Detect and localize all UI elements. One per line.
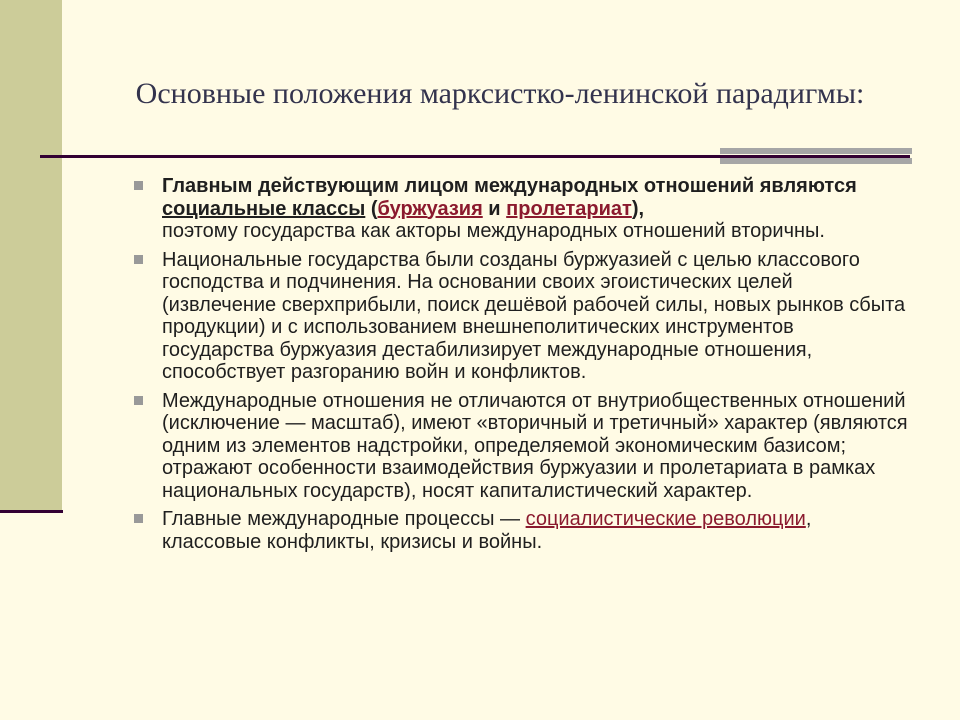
item-text: Главные международные процессы —: [162, 508, 526, 530]
side-decor-bar: [0, 0, 62, 512]
item-text: , классовые конфликты, кризисы и войны.: [162, 508, 812, 553]
title-rule-accent-top: [720, 148, 912, 154]
underlined-term: социальные классы: [162, 197, 366, 220]
title-rule-accent-bottom: [720, 158, 912, 164]
list-item: [130, 508, 910, 553]
item-text: Главным действующим лицом международных отношений являются: [162, 175, 857, 197]
item-text-bold: [162, 175, 857, 220]
square-bullet-icon: [134, 255, 143, 264]
item-text: Национальные государства были созданы буржуазией с целью классового господства и подчинения. На основании своих эгоистических целей (извлечение сверхприбыли, поиск дешёвой рабочей силы, новых рынков сбыта продукции) и с использованием внешнеполитических инструментов государства буржуазия дестабилизирует международные отношения, способствует разгоранию войн и конфликтов.: [162, 248, 906, 383]
item-text: (: [365, 197, 378, 220]
link-burzhuaziya[interactable]: буржуазия: [377, 197, 483, 220]
link-proletariat[interactable]: пролетариат: [506, 197, 632, 220]
side-decor-bar-edge: [0, 510, 63, 513]
item-text: поэтому государства как акторы международных отношений вторичны.: [162, 220, 825, 242]
square-bullet-icon: [134, 514, 143, 523]
list-item: [130, 390, 910, 503]
bullet-list: [130, 175, 910, 559]
link-socialist-revolutions[interactable]: социалистические революции: [525, 508, 806, 530]
square-bullet-icon: [134, 181, 143, 190]
list-item: [130, 175, 910, 243]
slide-title: Основные положения марксистко-ленинской парадигмы:: [135, 77, 865, 110]
list-item: [130, 249, 910, 384]
item-text: Международные отношения не отличаются от внутриобщественных отношений (исключение — масштаб), имеют «вторичный и третичный» характер (являются одним из элементов надстройки, определяемой экономическим базисом; отражают особенности взаимодействия буржуазии и пролетариата в рамках национальных государств), носят капиталистический характер.: [162, 389, 908, 502]
square-bullet-icon: [134, 396, 143, 405]
item-text: ),: [631, 197, 645, 220]
item-text: и: [482, 197, 507, 220]
